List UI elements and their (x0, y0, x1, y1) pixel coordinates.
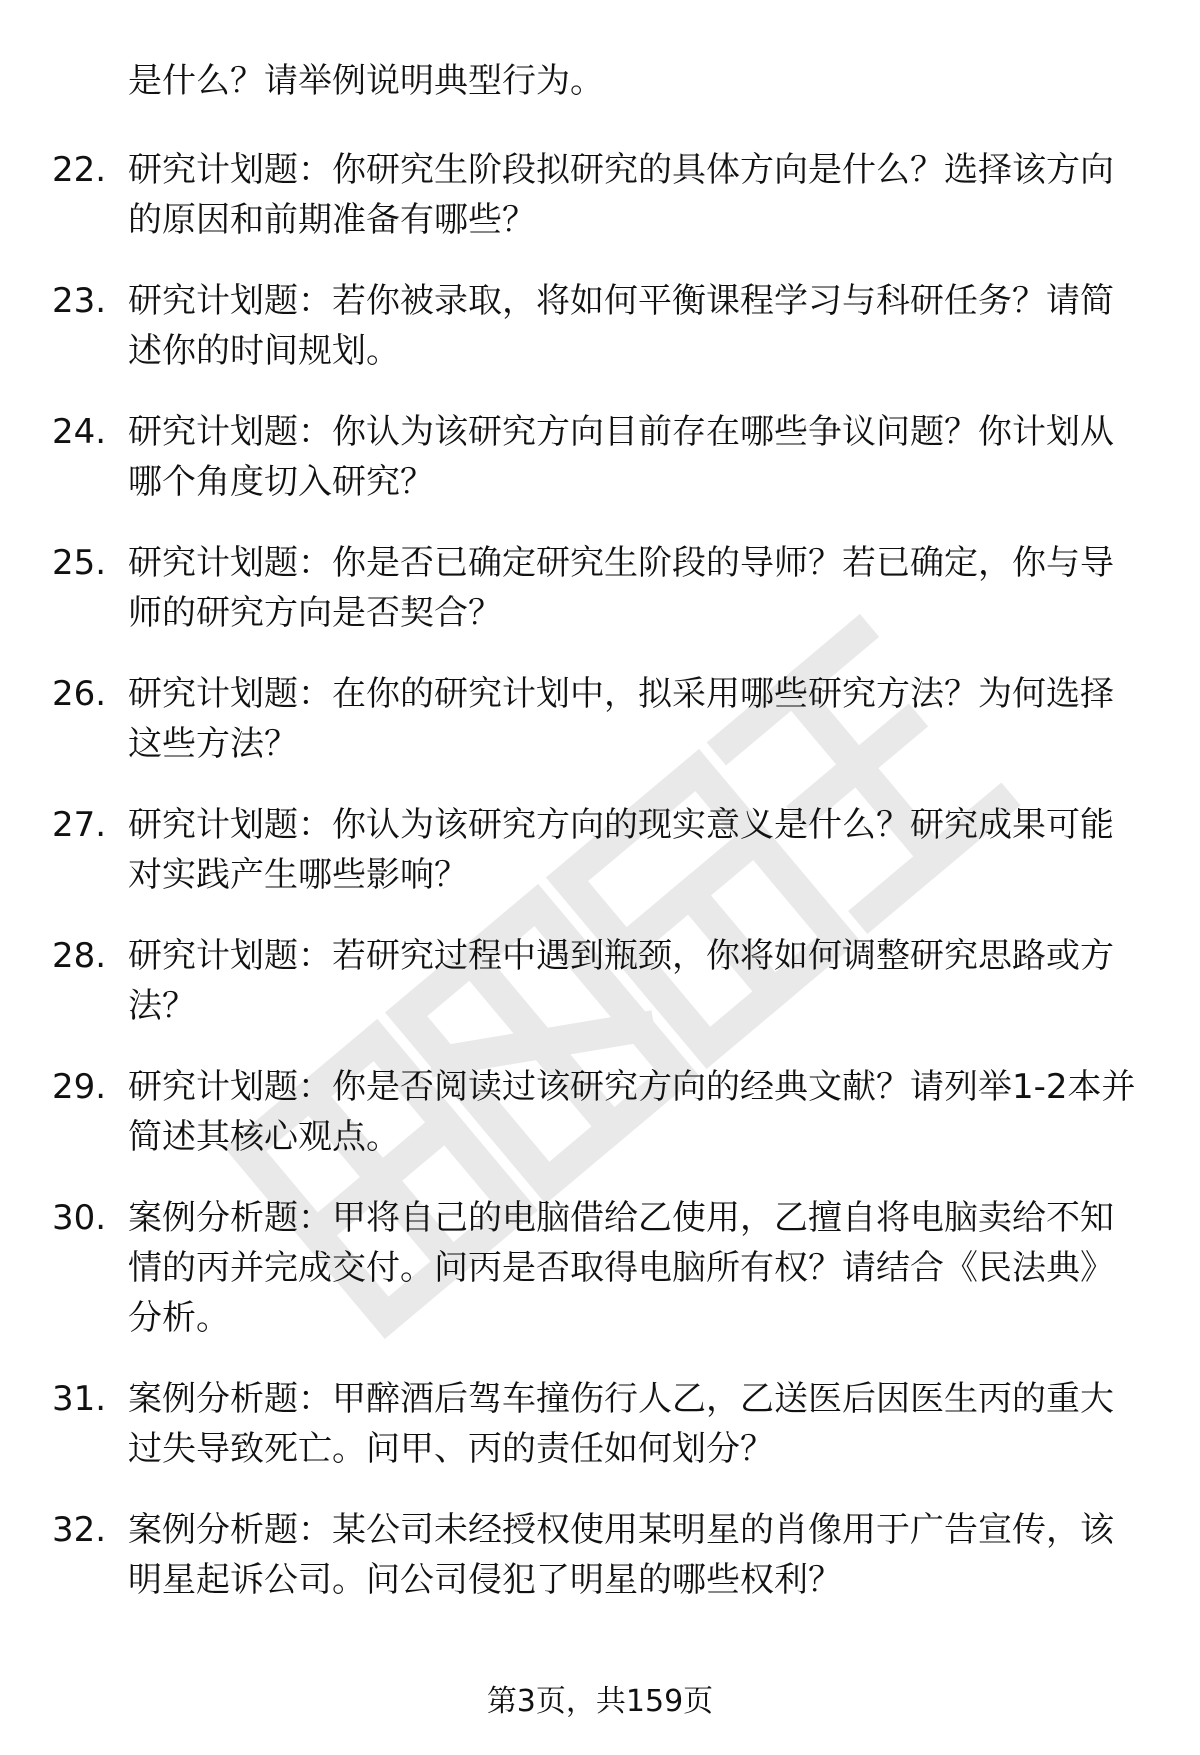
question-number: 27. (52, 805, 107, 845)
question-item (0, 528, 1200, 659)
question-text: 研究计划题：你认为该研究方向目前存在哪些争议问题？你计划从哪个角度切入研究？ (128, 412, 1114, 502)
question-number: 29. (52, 1067, 107, 1107)
question-number: 28. (52, 936, 107, 976)
question-text: 研究计划题：若研究过程中遇到瓶颈，你将如何调整研究思路或方法？ (128, 936, 1114, 1026)
question-item (0, 1052, 1200, 1183)
question-text: 案例分析题：甲醉酒后驾车撞伤行人乙，乙送医后因医生丙的重大过失导致死亡。问甲、丙的责任如何划分？ (128, 1379, 1114, 1469)
question-text: 研究计划题：你是否已确定研究生阶段的导师？若已确定，你与导师的研究方向是否契合？ (128, 543, 1114, 633)
question-number: 22. (52, 150, 107, 190)
question-item (0, 921, 1200, 1052)
continuation-text: 是什么？请举例说明典型行为。 (128, 61, 604, 101)
question-item (0, 1495, 1200, 1626)
question-text: 研究计划题：若你被录取，将如何平衡课程学习与科研任务？请简述你的时间规划。 (128, 281, 1114, 371)
question-number: 26. (52, 674, 107, 714)
question-item (0, 1183, 1200, 1364)
question-number: 32. (52, 1510, 107, 1550)
question-number: 25. (52, 543, 107, 583)
question-number: 24. (52, 412, 107, 452)
question-text: 案例分析题：甲将自己的电脑借给乙使用，乙擅自将电脑卖给不知情的丙并完成交付。问丙是否取得电脑所有权？请结合《民法典》分析。 (128, 1198, 1114, 1338)
question-item (0, 659, 1200, 790)
question-item (0, 397, 1200, 528)
question-text: 研究计划题：在你的研究计划中，拟采用哪些研究方法？为何选择这些方法？ (128, 674, 1114, 764)
question-text: 研究计划题：你认为该研究方向的现实意义是什么？研究成果可能对实践产生哪些影响？ (128, 805, 1114, 895)
question-text: 研究计划题：你研究生阶段拟研究的具体方向是什么？选择该方向的原因和前期准备有哪些？ (128, 150, 1114, 240)
question-item (0, 266, 1200, 397)
question-text: 案例分析题：某公司未经授权使用某明星的肖像用于广告宣传，该明星起诉公司。问公司侵犯了明星的哪些权利？ (128, 1510, 1114, 1600)
question-text: 研究计划题：你是否阅读过该研究方向的经典文献？请列举1-2本并简述其核心观点。 (128, 1067, 1136, 1157)
question-list (0, 135, 1200, 1626)
question-item (0, 1364, 1200, 1495)
question-number: 23. (52, 281, 107, 321)
question-number: 30. (52, 1198, 107, 1238)
question-item (0, 135, 1200, 266)
question-item (0, 790, 1200, 921)
page-footer: 第3页，共159页 (486, 1684, 714, 1719)
question-number: 31. (52, 1379, 107, 1419)
